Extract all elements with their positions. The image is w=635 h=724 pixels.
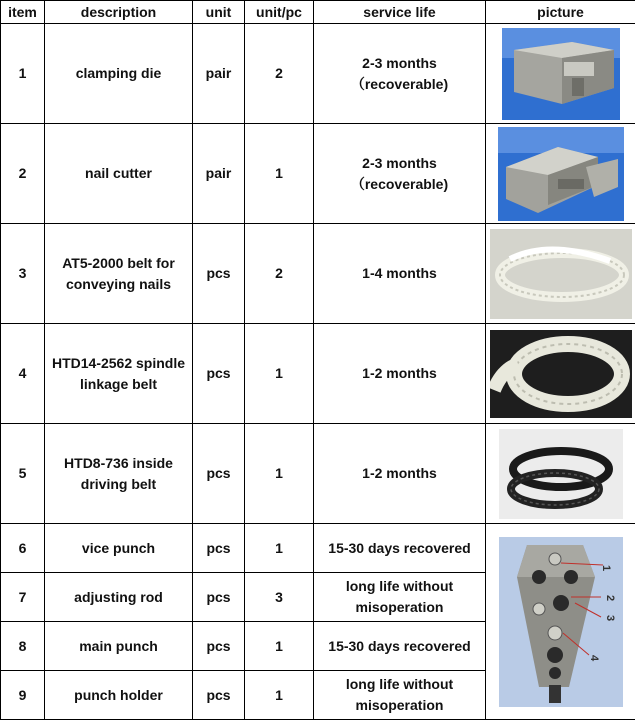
part-unit: pcs [193,524,245,573]
part-service-life: 1-2 months [314,424,486,524]
header-description: description [45,1,193,24]
part-description [45,424,193,524]
description-line-1: AT5-2000 belt for [62,254,175,271]
item-number: 6 [1,524,45,573]
part-unit: pcs [193,324,245,424]
description-line-2: linkage belt [79,375,158,392]
part-description: vice punch [45,524,193,573]
description-line-2: conveying nails [65,275,172,292]
callout-4: 4 [587,654,600,661]
part-quantity: 1 [245,424,314,524]
table-row [1,324,635,424]
part-unit: pair [193,24,245,124]
table-row [1,224,635,324]
part-quantity: 1 [245,524,314,573]
part-unit: pcs [193,671,245,720]
service-life-text: 2-3 months [362,54,437,71]
part-service-life [314,573,486,622]
header-picture: picture [486,1,635,24]
driving-belt-photo [499,429,623,519]
part-picture [486,224,635,324]
item-number: 9 [1,671,45,720]
part-service-life [314,24,486,124]
part-picture [486,124,635,224]
callout-3: 3 [603,614,616,621]
part-unit: pcs [193,622,245,671]
part-unit: pcs [193,424,245,524]
part-unit: pair [193,124,245,224]
service-life-text: 2-3 months [362,154,437,171]
callout-1: 1 [599,564,612,571]
part-quantity: 1 [245,671,314,720]
part-service-life: 15-30 days recovered [314,622,486,671]
callout-2: 2 [603,594,616,601]
item-number: 1 [1,24,45,124]
service-life-text: long life without [345,676,454,692]
part-quantity: 2 [245,224,314,324]
item-number: 3 [1,224,45,324]
header-service-life: service life [314,1,486,24]
part-picture [486,424,635,524]
part-quantity: 2 [245,24,314,124]
part-service-life: 15-30 days recovered [314,524,486,573]
clamping-die-photo [502,28,620,120]
part-service-life: 1-4 months [314,224,486,324]
table-row [1,424,635,524]
part-picture [486,324,635,424]
item-number: 2 [1,124,45,224]
service-life-text: long life without [345,578,454,594]
punch-assembly-photo [499,537,623,707]
part-description: punch holder [45,671,193,720]
description-line-1: HTD14-2562 spindle [51,354,186,371]
part-description: clamping die [45,24,193,124]
description-line-2: driving belt [80,475,157,492]
part-quantity: 1 [245,324,314,424]
service-life-note: misoperation [355,697,444,713]
header-item: item [1,1,45,24]
table-row [1,124,635,224]
spindle-belt-photo [490,330,632,418]
part-service-life: 1-2 months [314,324,486,424]
header-unit-pc: unit/pc [245,1,314,24]
part-quantity: 3 [245,573,314,622]
item-number: 7 [1,573,45,622]
item-number: 4 [1,324,45,424]
part-unit: pcs [193,224,245,324]
header-row [1,1,635,24]
part-service-life [314,671,486,720]
part-unit: pcs [193,573,245,622]
part-description: nail cutter [45,124,193,224]
part-service-life [314,124,486,224]
part-quantity: 1 [245,124,314,224]
part-picture [486,24,635,124]
part-description: main punch [45,622,193,671]
nail-cutter-photo [498,127,624,221]
part-quantity: 1 [245,622,314,671]
item-number: 8 [1,622,45,671]
table-row [1,524,635,573]
part-picture [486,524,635,720]
part-description [45,224,193,324]
part-description [45,324,193,424]
header-unit: unit [193,1,245,24]
description-line-1: HTD8-736 inside [64,454,173,471]
service-life-note: （recoverable) [350,175,449,192]
item-number: 5 [1,424,45,524]
table-row [1,24,635,124]
part-description: adjusting rod [45,573,193,622]
service-life-note: misoperation [355,599,444,615]
service-life-note: （recoverable) [350,75,449,92]
conveyor-belt-photo [490,229,632,319]
